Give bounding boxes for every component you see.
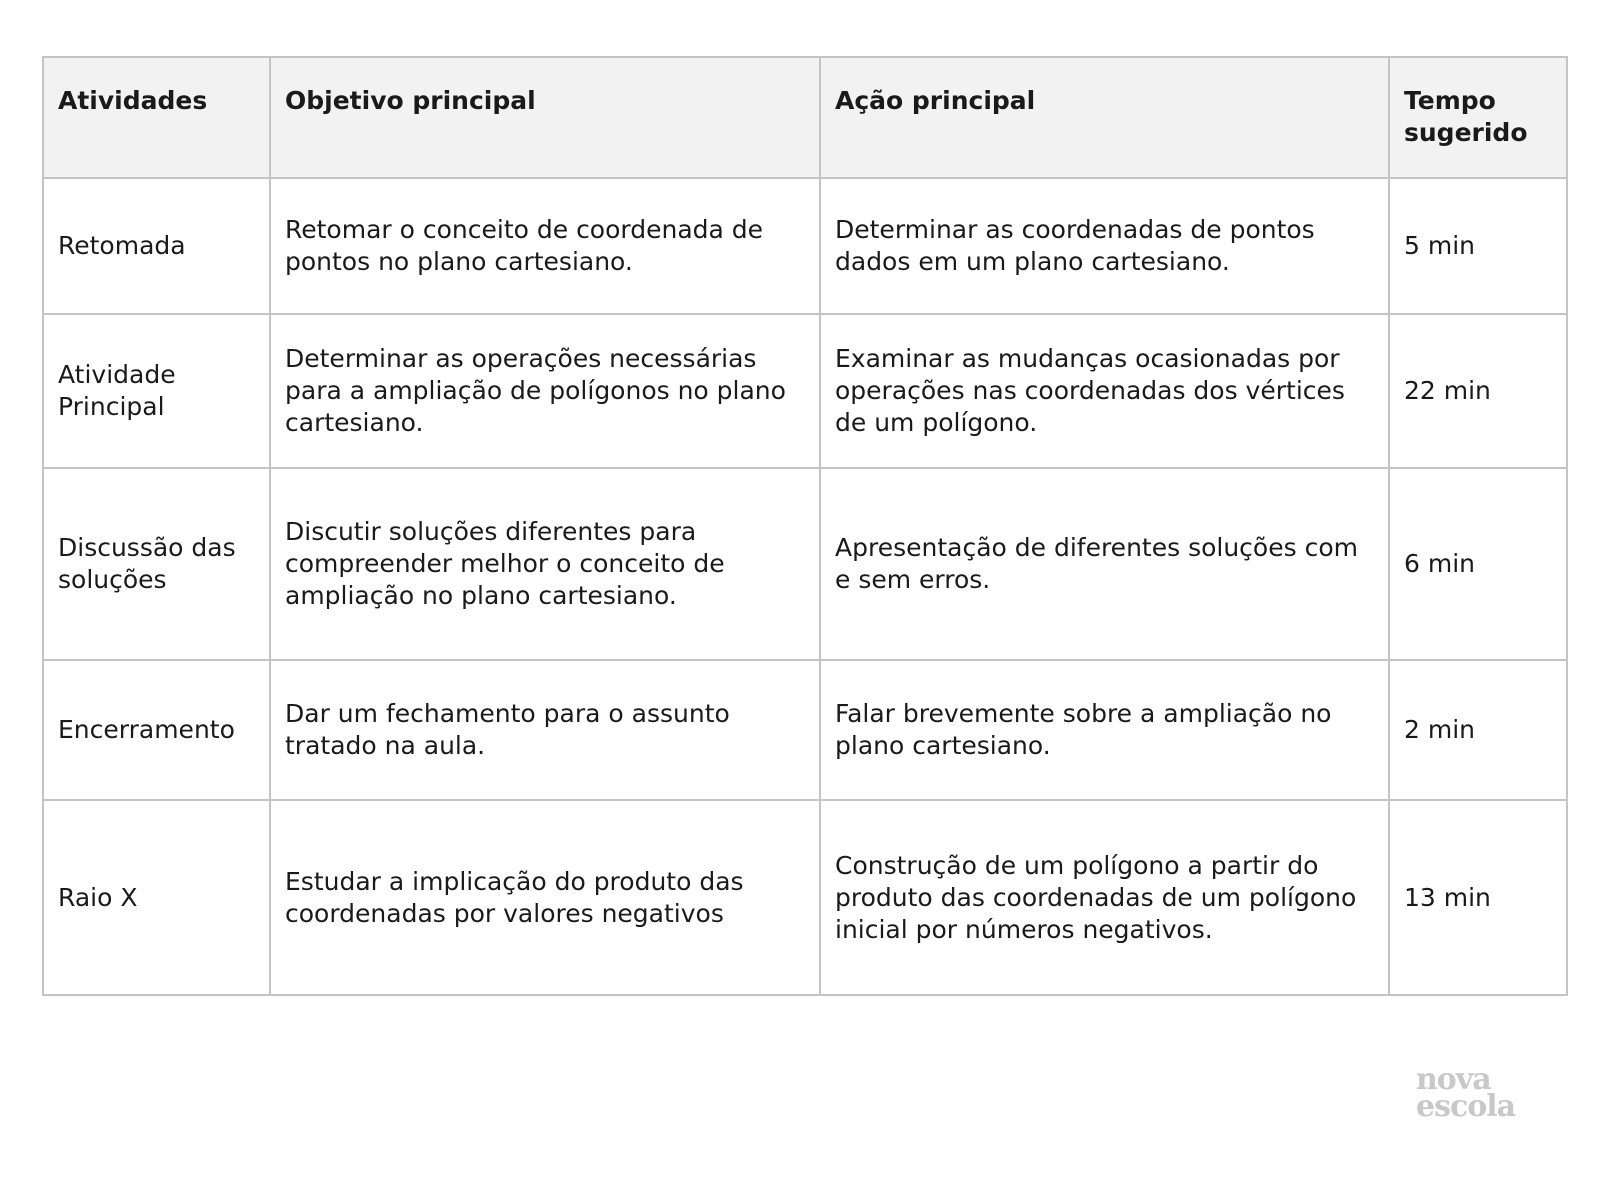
cell-acao: Apresentação de diferentes soluções com e sem erros. (820, 468, 1389, 660)
cell-atividade: Retomada (43, 178, 270, 314)
cell-acao: Construção de um polígono a partir do produto das coordenadas de um polígono inicial por números negativos. (820, 800, 1389, 995)
header-acao-principal: Ação principal (820, 57, 1389, 178)
table-row (43, 468, 1567, 660)
cell-atividade: Raio X (43, 800, 270, 995)
table-row (43, 178, 1567, 314)
table-header (43, 57, 1567, 178)
cell-objetivo: Estudar a implicação do produto das coordenadas por valores negativos (270, 800, 820, 995)
table-row (43, 314, 1567, 468)
cell-objetivo: Discutir soluções diferentes para compreender melhor o conceito de ampliação no plano cartesiano. (270, 468, 820, 660)
cell-objetivo: Retomar o conceito de coordenada de pontos no plano cartesiano. (270, 178, 820, 314)
logo-line-escola: escola (1416, 1089, 1516, 1124)
header-atividades: Atividades (43, 57, 270, 178)
nova-escola-logo (1416, 1062, 1534, 1124)
lesson-plan-table (42, 56, 1568, 996)
header-objetivo-principal: Objetivo principal (270, 57, 820, 178)
table-row (43, 660, 1567, 800)
cell-acao: Determinar as coordenadas de pontos dados em um plano cartesiano. (820, 178, 1389, 314)
cell-atividade: Encerramento (43, 660, 270, 800)
cell-objetivo: Determinar as operações necessárias para a ampliação de polígonos no plano cartesiano. (270, 314, 820, 468)
cell-acao: Examinar as mudanças ocasionadas por operações nas coordenadas dos vértices de um polígono. (820, 314, 1389, 468)
cell-atividade: Atividade Principal (43, 314, 270, 468)
cell-tempo: 6 min (1389, 468, 1567, 660)
cell-tempo: 13 min (1389, 800, 1567, 995)
table-row (43, 800, 1567, 995)
cell-tempo: 22 min (1389, 314, 1567, 468)
header-row (43, 57, 1567, 178)
cell-acao: Falar brevemente sobre a ampliação no plano cartesiano. (820, 660, 1389, 800)
table-body (43, 178, 1567, 995)
cell-tempo: 5 min (1389, 178, 1567, 314)
logo-line-nova: nova (1416, 1062, 1491, 1097)
cell-tempo: 2 min (1389, 660, 1567, 800)
header-tempo-sugerido: Tempo sugerido (1389, 57, 1567, 178)
cell-objetivo: Dar um fechamento para o assunto tratado na aula. (270, 660, 820, 800)
cell-atividade: Discussão das soluções (43, 468, 270, 660)
